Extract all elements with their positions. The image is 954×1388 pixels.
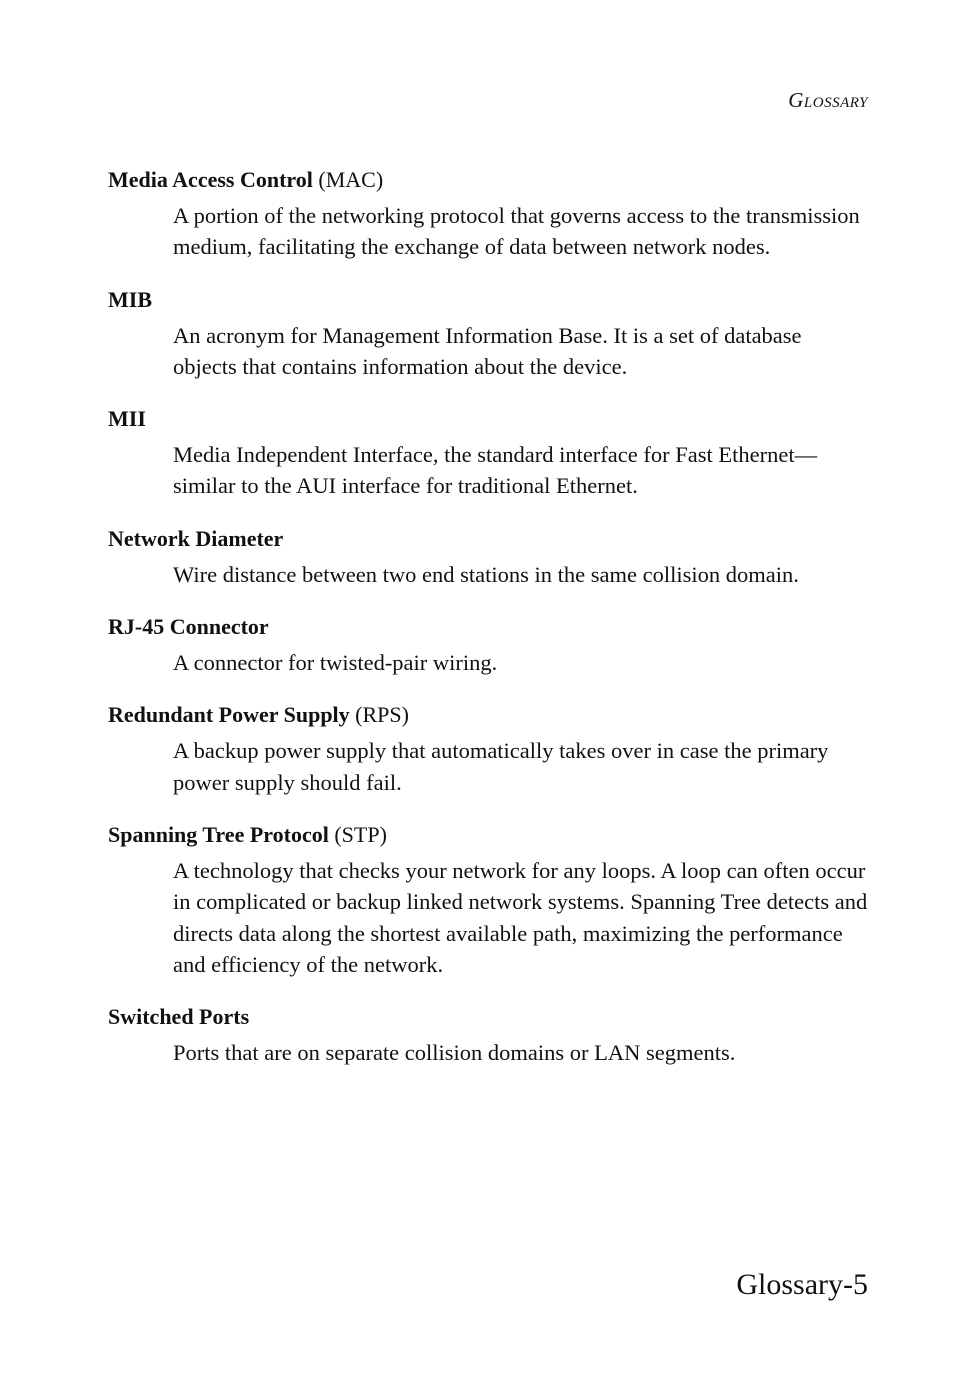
glossary-entry [108,403,868,502]
term: MII [108,406,146,432]
term-line [108,164,868,200]
term-line [108,699,868,735]
term-line [108,1001,868,1037]
glossary-entry [108,523,868,590]
term-line [108,284,868,320]
term-abbreviation: (RPS) [349,702,409,728]
definition: A technology that checks your network for any loops. A loop can often occur in complicated or backup linked network systems. Spanning Tree detects and directs data along the shortest available path, maximizing the performance and efficiency of the network. [173,857,868,977]
running-head: Glossary [788,88,868,112]
term-line [108,403,868,439]
definition: A backup power supply that automatically takes over in case the primary power supply should fail. [173,738,829,795]
definition: Media Independent Interface, the standard interface for Fast Ethernet—similar to the AUI interface for traditional Ethernet. [173,442,818,499]
term-abbreviation: (STP) [328,821,387,847]
term: RJ-45 Connector [108,614,269,640]
glossary-entry [108,284,868,383]
term: Network Diameter [108,525,284,551]
term: Media Access Control [108,167,313,192]
definition: A portion of the networking protocol that governs access to the transmission medium, facilitating the exchange of data between network nodes. [173,203,860,260]
term-line [108,611,868,647]
glossary-entry [108,164,868,263]
glossary-entry [108,1001,868,1068]
page-number: Glossary-5 [736,1268,868,1301]
glossary-entry [108,611,868,678]
glossary-entry [108,699,868,798]
definition: Ports that are on separate collision domains or LAN segments. [173,1040,736,1066]
definition: Wire distance between two end stations in the same collision domain. [173,561,799,587]
definition: A connector for twisted-pair wiring. [173,650,498,676]
term-line [108,523,868,559]
definition: An acronym for Management Information Base. It is a set of database objects that contains information about the device. [173,322,802,379]
glossary-entries [108,164,868,1089]
term: Redundant Power Supply [108,702,350,728]
term: MIB [108,286,152,312]
term: Spanning Tree Protocol [108,821,329,847]
term: Switched Ports [108,1004,250,1030]
term-abbreviation: (MAC) [312,167,384,192]
glossary-entry [108,819,868,980]
term-line [108,819,868,855]
